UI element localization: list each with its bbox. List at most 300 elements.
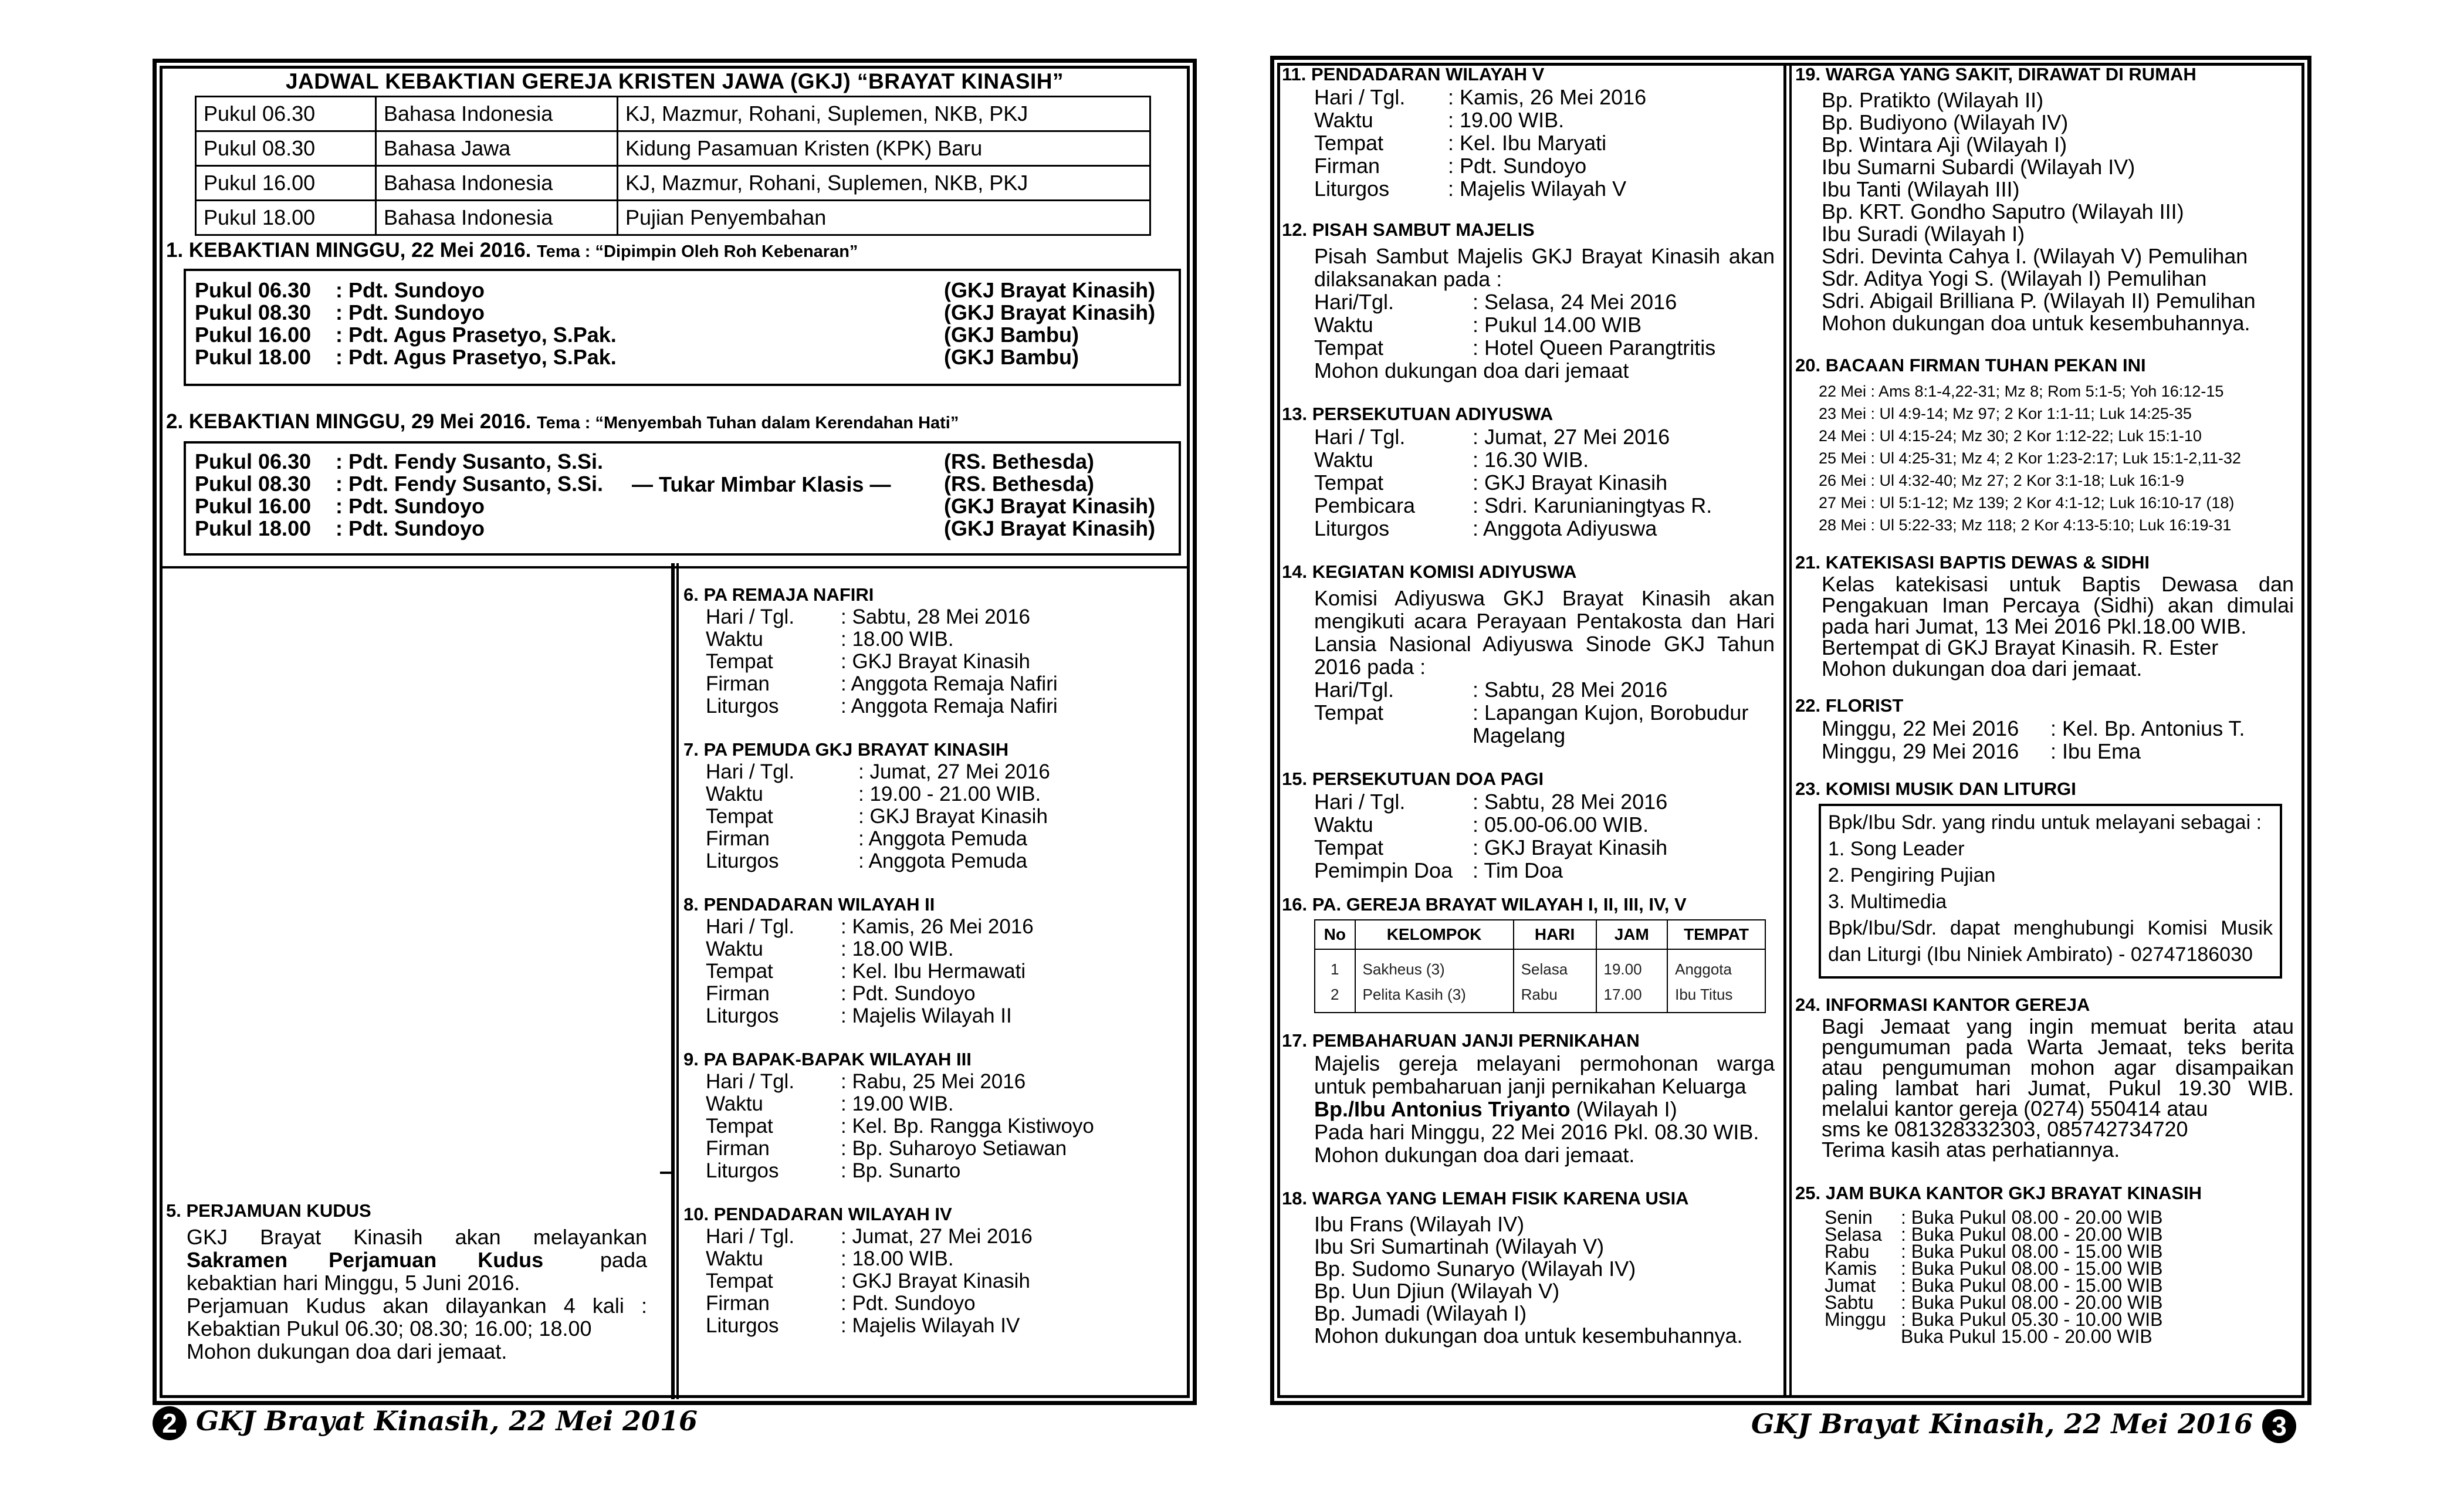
section-title: 23. KOMISI MUSIK DAN LITURGI	[1795, 779, 2076, 799]
page-number-badge: 3	[2262, 1409, 2296, 1443]
detail-value: : Kamis, 26 Mei 2016	[1448, 85, 1647, 109]
detail-value: : Sdri. Karunianingtyas R.	[1473, 493, 1712, 517]
right-column-2	[1795, 63, 2294, 1345]
detail-list	[683, 916, 1182, 1027]
detail-label: Waktu	[1314, 448, 1373, 472]
list-item: Ibu Sri Sumartinah (Wilayah V)	[1314, 1234, 1605, 1258]
detail-list	[1282, 678, 1775, 747]
announcement-section	[683, 893, 1182, 1027]
office-hours: : Buka Pukul 08.00 - 20.00 WIB	[1901, 1207, 2163, 1228]
service-time: Pukul 18.00	[195, 516, 312, 540]
perjamuan-line-1: GKJ Brayat Kinasih akan melayankan	[187, 1225, 647, 1249]
couple-region: (Wilayah I)	[1576, 1097, 1677, 1121]
detail-value: : Majelis Wilayah II	[841, 1004, 1012, 1027]
detail-value: : Anggota Remaja Nafiri	[841, 672, 1058, 695]
announcement-section	[1795, 551, 2294, 679]
detail-label: Hari / Tgl.	[706, 1225, 795, 1248]
detail-value: : 19.00 WIB.	[841, 1092, 954, 1115]
section-intro: Komisi Adiyuswa GKJ Brayat Kinasih akan mengikuti acara Perayaan Pentakosta dan Hari Lansia Nasional Adiyuswa Sinode GKJ Tahun 2016 pada :	[1314, 586, 1775, 679]
announcement-section	[683, 1048, 1182, 1182]
detail-value: : 18.00 WIB.	[841, 1247, 954, 1270]
list-item: 28 Mei : Ul 5:22-33; Mz 118; 2 Kor 4:13-5:10; Luk 16:19-31	[1819, 516, 2232, 534]
service-time: Pukul 16.00	[195, 494, 312, 518]
office-hours-list	[1795, 1209, 2294, 1345]
detail-value: : Majelis Wilayah V	[1448, 177, 1627, 201]
service-pastor: : Pdt. Sundoyo	[336, 516, 485, 540]
body-line: Terima kasih atas perhatiannya.	[1822, 1138, 2120, 1162]
detail-label: Hari / Tgl.	[1314, 790, 1406, 814]
announcement-section	[1282, 1187, 1775, 1347]
detail-value: : Sabtu, 28 Mei 2016	[1473, 790, 1668, 814]
list-item: Sdri. Devinta Cahya I. (Wilayah V) Pemulihan	[1822, 244, 2248, 268]
list-item: Sdr. Aditya Yogi S. (Wilayah I) Pemulihan	[1822, 266, 2207, 290]
list-item: Bp. Pratikto (Wilayah II)	[1822, 88, 2044, 112]
detail-label: Hari / Tgl.	[706, 760, 795, 783]
detail-label: Hari/Tgl.	[1314, 678, 1395, 702]
office-day: Senin	[1825, 1207, 1873, 1228]
section-closing: Mohon dukungan doa dari jemaat	[1314, 358, 1629, 383]
service-pastor: : Pdt. Fendy Susanto, S.Si.	[336, 472, 604, 496]
detail-label: Firman	[706, 1137, 770, 1160]
section-title: 15. PERSEKUTUAN DOA PAGI	[1282, 769, 1544, 789]
section-title: 25. JAM BUKA KANTOR GKJ BRAYAT KINASIH	[1795, 1183, 2202, 1203]
left-column-divider-b	[676, 563, 679, 1399]
service-pastor: : Pdt. Sundoyo	[336, 300, 485, 324]
schedule-table	[195, 96, 1151, 236]
pa-schedule-table	[1314, 919, 1766, 1013]
detail-list	[1282, 86, 1775, 200]
list-item: Bp. Sudomo Sunaryo (Wilayah IV)	[1314, 1257, 1636, 1281]
announcement-section	[1282, 403, 1775, 540]
service-location: (GKJ Brayat Kinasih)	[944, 278, 1156, 302]
detail-value: : Jumat, 27 Mei 2016	[841, 1225, 1033, 1248]
detail-value: : Pdt. Sundoyo	[841, 1292, 976, 1315]
detail-label: Firman	[706, 827, 770, 850]
detail-value: : Jumat, 27 Mei 2016	[858, 760, 1050, 783]
section-title: 8. PENDADARAN WILAYAH II	[683, 894, 935, 915]
table-cell: Rabu	[1514, 982, 1596, 1013]
section-title: 19. WARGA YANG SAKIT, DIRAWAT DI RUMAH	[1795, 64, 2196, 84]
service-pastor: : Pdt. Agus Prasetyo, S.Pak.	[336, 323, 617, 347]
list-item: Bp. Jumadi (Wilayah I)	[1314, 1301, 1527, 1325]
list-item: Mohon dukungan doa untuk kesembuhannya.	[1314, 1324, 1743, 1348]
list-item: Ibu Frans (Wilayah IV)	[1314, 1212, 1525, 1236]
announcement-section	[683, 739, 1182, 872]
detail-label: Waktu	[1314, 813, 1373, 837]
list-item: Bp. KRT. Gondho Saputro (Wilayah III)	[1822, 199, 2184, 224]
list-item: 23 Mei : Ul 4:9-14; Mz 97; 2 Kor 1:1-11; Luk 14:25-35	[1819, 405, 2192, 422]
service-location: (GKJ Brayat Kinasih)	[944, 300, 1156, 324]
left-section-divider	[160, 566, 1190, 568]
section-title: 16. PA. GEREJA BRAYAT WILAYAH I, II, III, IV, V	[1282, 894, 1687, 915]
detail-label: Tempat	[706, 805, 773, 828]
service-time: Pukul 06.30	[195, 449, 312, 473]
detail-label: Waktu	[706, 783, 763, 805]
service-pastor: : Pdt. Agus Prasetyo, S.Pak.	[336, 345, 617, 369]
schedule-time: Pukul 18.00	[196, 201, 376, 235]
perjamuan-bold: Sakramen Perjamuan Kudus	[187, 1248, 544, 1272]
detail-list	[683, 1071, 1182, 1182]
detail-value: : Hotel Queen Parangtritis	[1473, 336, 1716, 360]
table-header-row	[1315, 920, 1765, 949]
table-cell: Selasa	[1514, 949, 1596, 982]
detail-value: : GKJ Brayat Kinasih	[858, 805, 1048, 828]
footer-text: GKJ Brayat Kinasih, 22 Mei 2016	[1751, 1408, 2253, 1440]
announcement-section	[1282, 768, 1775, 882]
detail-value: : 19.00 - 21.00 WIB.	[858, 783, 1041, 805]
table-cell: 17.00	[1596, 982, 1668, 1013]
detail-label: Hari/Tgl.	[1314, 290, 1395, 314]
music-ministry-box	[1819, 804, 2282, 979]
kebaktian-1-box	[184, 269, 1181, 386]
detail-label: Pembicara	[1314, 493, 1416, 517]
office-day: Selasa	[1825, 1224, 1882, 1245]
service-row	[195, 451, 1179, 473]
section-title: 24. INFORMASI KANTOR GEREJA	[1795, 994, 2090, 1015]
detail-label: Firman	[706, 1292, 770, 1315]
detail-label: Tempat	[1314, 131, 1384, 155]
body-line: sms ke 081328332303, 085742734720	[1822, 1117, 2188, 1141]
service-time: Pukul 08.30	[195, 300, 312, 324]
schedule-songbook: Kidung Pasamuan Kristen (KPK) Baru	[618, 131, 1150, 166]
column-header: JAM	[1596, 920, 1668, 949]
divider-tick	[660, 1172, 673, 1174]
service-row	[195, 302, 1179, 324]
right-column-divider-b	[1789, 63, 1792, 1398]
detail-list	[1282, 790, 1775, 882]
detail-value: : Pukul 14.00 WIB	[1473, 313, 1642, 337]
detail-label: Liturgos	[1314, 177, 1390, 201]
section-body	[1795, 574, 2294, 679]
announcement-section	[1282, 63, 1775, 200]
left-column-divider-a	[671, 563, 675, 1399]
kebaktian-1-heading	[166, 239, 858, 263]
role-item: 3. Multimedia	[1828, 891, 1947, 913]
column-header: HARI	[1514, 920, 1596, 949]
section-intro: Pisah Sambut Majelis GKJ Brayat Kinasih akan dilaksanakan pada :	[1314, 244, 1775, 291]
table-cell: 2	[1315, 982, 1355, 1013]
detail-value: : Ibu Ema	[2050, 739, 2141, 763]
table-row	[1315, 982, 1765, 1013]
list-item: Bp. Wintara Aji (Wilayah I)	[1822, 133, 2067, 157]
kebaktian-1-title: 1. KEBAKTIAN MINGGU, 22 Mei 2016.	[166, 239, 532, 262]
service-location: (GKJ Brayat Kinasih)	[944, 516, 1156, 540]
detail-label: Hari / Tgl.	[706, 915, 795, 938]
detail-label: Firman	[706, 672, 770, 695]
detail-value: : Kamis, 26 Mei 2016	[841, 915, 1034, 938]
announcement-section	[1795, 354, 2294, 536]
service-row	[195, 346, 1179, 368]
office-hours: : Buka Pukul 08.00 - 15.00 WIB	[1901, 1275, 2163, 1296]
service-pastor: : Pdt. Sundoyo	[336, 494, 485, 518]
detail-label: Liturgos	[706, 1004, 779, 1027]
schedule-title: JADWAL KEBAKTIAN GEREJA KRISTEN JAWA (GKJ) “BRAYAT KINASIH”	[285, 69, 1064, 93]
detail-value: : 18.00 WIB.	[841, 937, 954, 960]
detail-label: Waktu	[706, 1247, 763, 1270]
detail-value: : Kel. Bp. Antonius T.	[2050, 716, 2245, 740]
table-cell: 19.00	[1596, 949, 1668, 982]
schedule-language: Bahasa Jawa	[376, 131, 618, 166]
table-cell: 1	[1315, 949, 1355, 982]
section-title: 12. PISAH SAMBUT MAJELIS	[1282, 219, 1535, 240]
office-day	[1825, 1328, 1901, 1345]
role-item: 1. Song Leader	[1828, 838, 1965, 860]
announcement-section	[1795, 63, 2294, 334]
schedule-time: Pukul 16.00	[196, 166, 376, 201]
service-location: (RS. Bethesda)	[944, 472, 1095, 496]
service-location: (GKJ Brayat Kinasih)	[944, 494, 1156, 518]
detail-label: Waktu	[706, 628, 763, 651]
box-intro: Bpk/Ibu Sdr. yang rindu untuk melayani sebagai :	[1828, 811, 2262, 834]
office-day: Rabu	[1825, 1241, 1870, 1262]
body-line	[1314, 1098, 1775, 1121]
table-cell: Anggota	[1667, 949, 1765, 982]
detail-label: Tempat	[706, 960, 773, 983]
name-list	[1282, 1213, 1775, 1347]
detail-value: : GKJ Brayat Kinasih	[841, 650, 1030, 673]
service-time: Pukul 06.30	[195, 278, 312, 302]
body-line: Kelas katekisasi untuk Baptis Dewasa dan Pengakuan Iman Percaya (Sidhi) akan dimulai pada hari Jumat, 13 Mei 2016 Pkl.18.00 WIB.	[1822, 572, 2294, 638]
service-location: (GKJ Bambu)	[944, 323, 1079, 347]
detail-label: Tempat	[1314, 336, 1384, 360]
service-time: Pukul 08.30	[195, 472, 312, 496]
body-line: Bertempat di GKJ Brayat Kinasih. R. Ester	[1822, 635, 2219, 659]
detail-list	[683, 606, 1182, 717]
schedule-row	[196, 166, 1150, 201]
schedule-row	[196, 131, 1150, 166]
detail-value: : Pdt. Sundoyo	[1448, 154, 1587, 178]
right-footer	[1751, 1408, 2296, 1443]
role-item: 2. Pengiring Pujian	[1828, 864, 1996, 886]
middle-column	[683, 584, 1182, 1358]
detail-list	[683, 761, 1182, 872]
section-title: 13. PERSEKUTUAN ADIYUSWA	[1282, 404, 1553, 424]
detail-label: Waktu	[1314, 108, 1373, 132]
detail-label: Liturgos	[706, 849, 779, 872]
detail-label: Minggu, 29 Mei 2016	[1822, 739, 2019, 763]
detail-value: : Kel. Ibu Hermawati	[841, 960, 1026, 983]
office-hours: : Buka Pukul 08.00 - 15.00 WIB	[1901, 1258, 2163, 1279]
column-header: No	[1315, 920, 1355, 949]
detail-label: Tempat	[1314, 835, 1384, 859]
detail-label: Tempat	[1314, 471, 1384, 495]
list-item: Sdri. Abigail Brilliana P. (Wilayah II) Pemulihan	[1822, 289, 2256, 313]
office-hours: : Buka Pukul 05.30 - 10.00 WIB	[1901, 1309, 2163, 1330]
announcement-section	[1795, 994, 2294, 1160]
box-contact: Bpk/Ibu/Sdr. dapat menghubungi Komisi Musik dan Liturgi (Ibu Niniek Ambirato) - 02747186030	[1828, 917, 2273, 966]
tukar-mimbar-note: — Tukar Mimbar Klasis —	[632, 472, 891, 496]
detail-value: : GKJ Brayat Kinasih	[1473, 471, 1668, 495]
body-line: Mohon dukungan doa dari jemaat.	[1314, 1143, 1635, 1167]
detail-label: Hari / Tgl.	[1314, 425, 1406, 449]
column-header: KELOMPOK	[1355, 920, 1514, 949]
service-row	[195, 279, 1179, 302]
detail-label: Hari / Tgl.	[1314, 85, 1406, 109]
detail-value: : Anggota Remaja Nafiri	[841, 695, 1058, 717]
detail-label: Liturgos	[706, 1314, 779, 1337]
detail-label: Hari / Tgl.	[706, 605, 795, 628]
body-line: Mohon dukungan doa dari jemaat.	[1822, 656, 2143, 681]
section-title: 6. PA REMAJA NAFIRI	[683, 584, 874, 605]
announcement-section	[683, 1203, 1182, 1337]
list-item: Bp. Uun Djiun (Wilayah V)	[1314, 1279, 1560, 1303]
list-item: 24 Mei : Ul 4:15-24; Mz 30; 2 Kor 1:12-22; Luk 15:1-10	[1819, 427, 2202, 445]
announcement-section	[1282, 561, 1775, 747]
detail-label: Pemimpin Doa	[1314, 858, 1453, 882]
detail-value: : Lapangan Kujon, Borobudur	[1473, 700, 1749, 725]
section-title: 17. PEMBAHARUAN JANJI PERNIKAHAN	[1282, 1030, 1640, 1051]
detail-label: Hari / Tgl.	[706, 1070, 795, 1093]
detail-label: Tempat	[706, 1270, 773, 1292]
service-location: (GKJ Bambu)	[944, 345, 1079, 369]
schedule-songbook: Pujian Penyembahan	[618, 201, 1150, 235]
detail-label: Waktu	[706, 937, 763, 960]
detail-value: : Anggota Adiyuswa	[1473, 516, 1657, 540]
announcement-section	[1795, 1182, 2294, 1345]
office-day: Kamis	[1825, 1258, 1877, 1279]
detail-value: : 05.00-06.00 WIB.	[1473, 813, 1649, 837]
schedule-time: Pukul 06.30	[196, 97, 376, 131]
detail-value: : Bp. Sunarto	[841, 1159, 961, 1182]
schedule-language: Bahasa Indonesia	[376, 97, 618, 131]
detail-label: Firman	[706, 982, 770, 1005]
kebaktian-2-box	[184, 441, 1181, 556]
schedule-row	[196, 201, 1150, 235]
detail-value: : Jumat, 27 Mei 2016	[1473, 425, 1670, 449]
detail-label	[1314, 724, 1473, 747]
detail-label: Tempat	[706, 650, 773, 673]
detail-value: : Kel. Ibu Maryati	[1448, 131, 1607, 155]
detail-label: Waktu	[1314, 313, 1373, 337]
body-line: Pada hari Minggu, 22 Mei 2016 Pkl. 08.30 WIB.	[1314, 1120, 1759, 1144]
detail-value: : GKJ Brayat Kinasih	[841, 1270, 1030, 1292]
column-header: TEMPAT	[1667, 920, 1765, 949]
kebaktian-2-heading	[166, 411, 959, 434]
name-list	[1795, 380, 2294, 536]
detail-value: : Tim Doa	[1473, 858, 1563, 882]
office-hours: : Buka Pukul 08.00 - 15.00 WIB	[1901, 1241, 2163, 1262]
detail-value: Magelang	[1473, 723, 1566, 747]
detail-value: : Sabtu, 28 Mei 2016	[841, 605, 1030, 628]
detail-label: Tempat	[706, 1115, 773, 1138]
detail-label: Minggu, 22 Mei 2016	[1822, 716, 2019, 740]
list-item: 26 Mei : Ul 4:32-40; Mz 27; 2 Kor 3:1-18; Luk 16:1-9	[1819, 472, 2184, 489]
section-title: 18. WARGA YANG LEMAH FISIK KARENA USIA	[1282, 1188, 1689, 1209]
office-day: Jumat	[1825, 1275, 1876, 1296]
schedule-language: Bahasa Indonesia	[376, 166, 618, 201]
kebaktian-2-title: 2. KEBAKTIAN MINGGU, 29 Mei 2016.	[166, 410, 532, 433]
couple-name: Bp./Ibu Antonius Triyanto	[1314, 1097, 1571, 1121]
list-item: Ibu Tanti (Wilayah III)	[1822, 177, 2020, 201]
footer-text: GKJ Brayat Kinasih, 22 Mei 2016	[196, 1405, 698, 1437]
announcement-section	[1795, 695, 2294, 763]
kebaktian-1-theme: Tema : “Dipimpin Oleh Roh Kebenaran”	[537, 242, 858, 261]
service-row	[195, 324, 1179, 346]
detail-label: Waktu	[706, 1092, 763, 1115]
detail-value: : Rabu, 25 Mei 2016	[841, 1070, 1026, 1093]
detail-value: : Pdt. Sundoyo	[841, 982, 976, 1005]
office-hours: : Buka Pukul 08.00 - 20.00 WIB	[1901, 1224, 2163, 1245]
perjamuan-line-3: kebaktian hari Minggu, 5 Juni 2016.	[187, 1271, 520, 1295]
perjamuan-line-4: Perjamuan Kudus akan dilayankan 4 kali :	[187, 1294, 647, 1318]
section-title: 11. PENDADARAN WILAYAH V	[1282, 64, 1545, 84]
page-number-badge: 2	[153, 1406, 187, 1440]
body-line: Majelis gereja melayani permohonan warga untuk pembaharuan janji pernikahan Keluarga	[1314, 1051, 1775, 1098]
detail-value: : Sabtu, 28 Mei 2016	[1473, 678, 1668, 702]
perjamuan-line-5: Kebaktian Pukul 06.30; 08.30; 16.00; 18.00	[187, 1316, 592, 1341]
detail-value: : 16.30 WIB.	[1473, 448, 1589, 472]
list-item: 27 Mei : Ul 5:1-12; Mz 139; 2 Kor 4:1-12; Luk 16:10-17 (18)	[1819, 494, 2235, 512]
detail-list	[683, 1226, 1182, 1337]
list-item: Ibu Sumarni Subardi (Wilayah IV)	[1822, 155, 2135, 179]
table-cell: Sakheus (3)	[1355, 949, 1514, 982]
service-pastor: : Pdt. Fendy Susanto, S.Si.	[336, 449, 604, 473]
schedule-songbook: KJ, Mazmur, Rohani, Suplemen, NKB, PKJ	[618, 166, 1150, 201]
list-item: Ibu Suradi (Wilayah I)	[1822, 222, 2025, 246]
list-item: 25 Mei : Ul 4:25-31; Mz 4; 2 Kor 1:23-2:17; Luk 15:1-2,11-32	[1819, 449, 2241, 467]
perjamuan-section	[166, 1200, 647, 1363]
detail-value: : Kel. Bp. Rangga Kistiwoyo	[841, 1115, 1094, 1138]
list-item: Bp. Budiyono (Wilayah IV)	[1822, 110, 2069, 134]
right-column-1	[1282, 63, 1775, 1353]
table-cell: Pelita Kasih (3)	[1355, 982, 1514, 1013]
kebaktian-2-theme: Tema : “Menyembah Tuhan dalam Kerendahan Hati”	[537, 414, 959, 432]
section-title: 9. PA BAPAK-BAPAK WILAYAH III	[683, 1049, 972, 1069]
announcement-section	[1282, 1030, 1775, 1166]
schedule-language: Bahasa Indonesia	[376, 201, 618, 235]
body-line: Bagi Jemaat yang ingin memuat berita atau pengumuman pada Warta Jemaat, teks berita atau pengumuman mohon agar disampaikan paling lambat hari Jumat, Pukul 19.30 WIB. melalui kantor gereja (0274) 550414 atau	[1822, 1014, 2294, 1121]
detail-value: : Anggota Pemuda	[858, 849, 1027, 872]
schedule-row	[196, 97, 1150, 131]
detail-label: Tempat	[1314, 700, 1384, 725]
left-footer	[153, 1405, 698, 1440]
section-body	[1282, 1052, 1775, 1166]
detail-value: : 18.00 WIB.	[841, 628, 954, 651]
service-row	[195, 495, 1179, 517]
service-row	[195, 517, 1179, 540]
detail-value: : 19.00 WIB.	[1448, 108, 1565, 132]
detail-label: Liturgos	[1314, 516, 1390, 540]
schedule-time: Pukul 08.30	[196, 131, 376, 166]
detail-label: Liturgos	[706, 1159, 779, 1182]
service-time: Pukul 18.00	[195, 345, 312, 369]
office-hours: Buka Pukul 15.00 - 20.00 WIB	[1901, 1326, 2152, 1347]
service-location: (RS. Bethesda)	[944, 449, 1095, 473]
detail-label: Liturgos	[706, 695, 779, 717]
section-title: 14. KEGIATAN KOMISI ADIYUSWA	[1282, 561, 1577, 582]
detail-label: Firman	[1314, 154, 1380, 178]
section-title: 20. BACAAN FIRMAN TUHAN PEKAN INI	[1795, 355, 2146, 375]
list-item: Mohon dukungan doa untuk kesembuhannya.	[1822, 311, 2250, 335]
detail-value: : Bp. Suharoyo Setiawan	[841, 1137, 1067, 1160]
schedule-songbook: KJ, Mazmur, Rohani, Suplemen, NKB, PKJ	[618, 97, 1150, 131]
office-hours: : Buka Pukul 08.00 - 20.00 WIB	[1901, 1292, 2163, 1313]
detail-value: : GKJ Brayat Kinasih	[1473, 835, 1668, 859]
table-cell: Ibu Titus	[1667, 982, 1765, 1013]
detail-value: : Selasa, 24 Mei 2016	[1473, 290, 1677, 314]
right-column-divider-a	[1783, 63, 1786, 1398]
detail-list	[1282, 290, 1775, 359]
section-title: 21. KATEKISASI BAPTIS DEWAS & SIDHI	[1795, 552, 2150, 573]
perjamuan-line-6: Mohon dukungan doa dari jemaat.	[187, 1339, 507, 1363]
section-body	[1795, 1016, 2294, 1160]
perjamuan-line-2: pada	[600, 1248, 647, 1272]
announcement-section	[1795, 778, 2294, 979]
list-item: 22 Mei : Ams 8:1-4,22-31; Mz 8; Rom 5:1-5; Yoh 16:12-15	[1819, 383, 2224, 400]
announcement-section	[683, 584, 1182, 717]
detail-list	[1282, 425, 1775, 540]
detail-list	[1795, 717, 2294, 763]
